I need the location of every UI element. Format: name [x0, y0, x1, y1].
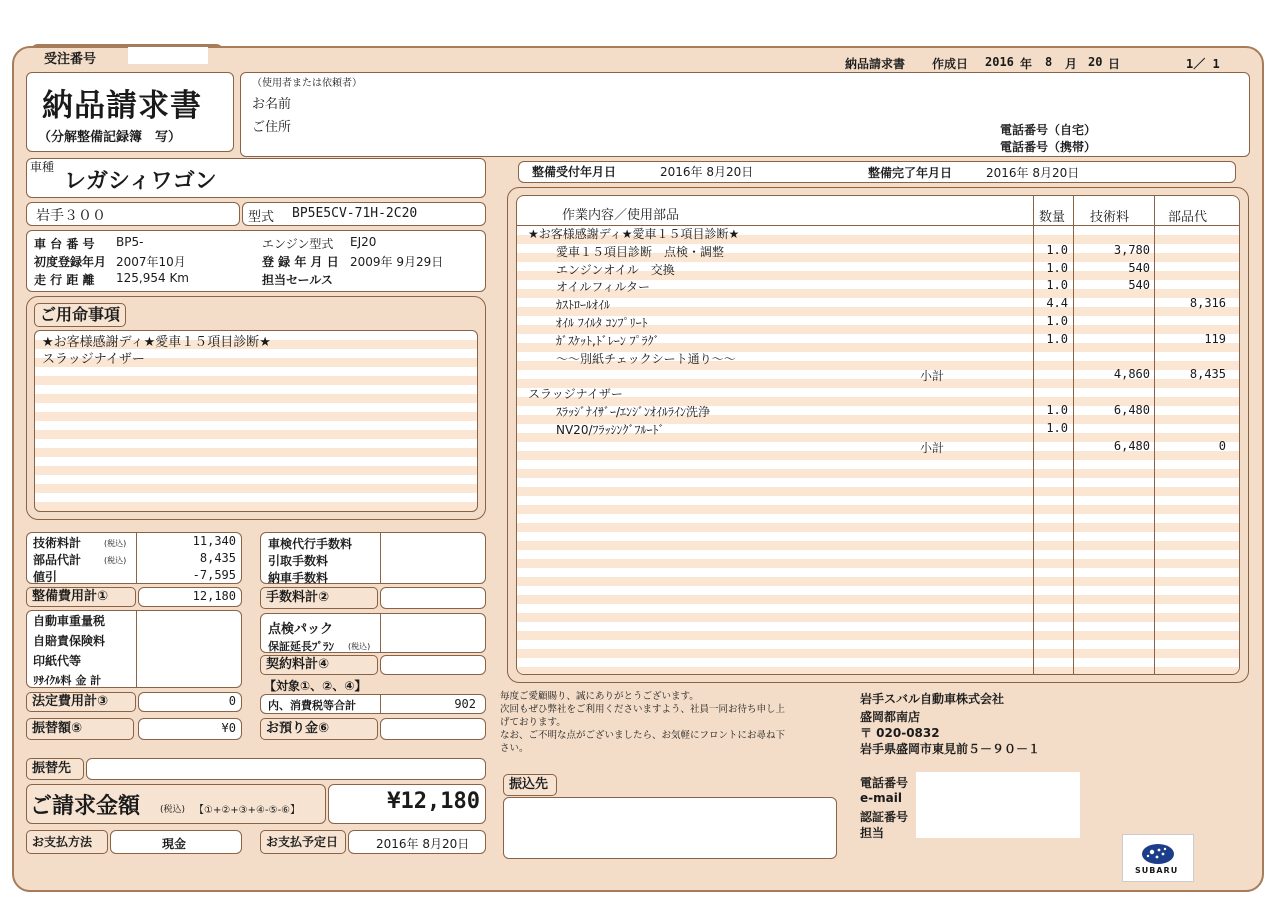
request-line-1: ★お客様感謝ディ★愛車１５項目診断★ — [42, 335, 271, 350]
table-row — [516, 331, 1240, 349]
discount-value: -7,595 — [192, 568, 236, 582]
notice-line-1: 毎度ご愛顧賜り、誠にありがとうございます。 — [500, 691, 699, 702]
order-number-label: 受注番号 — [44, 52, 97, 67]
dealer-postal: 〒 020-0832 — [860, 726, 940, 740]
subaru-logo — [1122, 834, 1194, 882]
service-total-value: 12,180 — [192, 589, 236, 603]
insurance-label: 自賠責保険料 — [33, 634, 106, 648]
row-qty: 1.0 — [1046, 420, 1068, 435]
legal-fees-divider — [136, 611, 137, 687]
transfer-dest-field[interactable] — [86, 758, 486, 780]
table-row — [516, 242, 1240, 260]
parts-tax-in: (税込) — [104, 556, 127, 565]
table-row — [516, 384, 1240, 402]
dealer-contact-redaction — [916, 772, 1080, 838]
subaru-logo-text: SUBARU — [1135, 866, 1179, 875]
col-header-item: 作業内容／使用部品 — [562, 208, 680, 223]
delivery-fee-label: 納車手数料 — [268, 571, 329, 585]
legal-total-label: 法定費用計③ — [26, 692, 136, 712]
sales-label: 担当セールス — [262, 273, 333, 287]
engine-label: エンジン型式 — [262, 237, 334, 251]
col-header-qty: 数量 — [1039, 210, 1066, 225]
row-item: ｶﾞｽｹｯﾄ,ﾄﾞﾚｰﾝ ﾌﾟﾗｸﾞ — [556, 333, 660, 348]
table-row — [516, 224, 1240, 242]
fees-divider — [380, 533, 381, 583]
first-reg-label: 初度登録年月 — [34, 255, 107, 269]
check-pack-label: 点検パック — [268, 622, 334, 637]
header-year-unit: 年 — [1020, 57, 1033, 71]
grand-total-value: ¥12,180 — [387, 789, 480, 814]
request-line-2: スラッジナイザー — [42, 352, 145, 367]
notice-line-3: げております。 — [500, 717, 566, 728]
dealer-address: 岩手県盛岡市東見前５－９０－１ — [860, 742, 1041, 756]
dealer-company: 岩手スバル自動車株式会社 — [860, 692, 1005, 706]
row-tech: 4,860 — [1113, 367, 1150, 382]
header-day-unit: 日 — [1108, 57, 1121, 71]
pickup-fee-label: 引取手数料 — [268, 554, 329, 568]
row-parts: 119 — [1204, 331, 1226, 346]
received-date: 2016年 8月20日 — [660, 165, 754, 179]
row-qty: 1.0 — [1046, 278, 1068, 293]
chassis-value: BP5- — [116, 235, 144, 249]
mileage-value: 125,954 Km — [116, 271, 189, 285]
warranty-tax-in: (税込) — [348, 642, 371, 651]
row-qty: 1.0 — [1046, 403, 1068, 417]
header-created-day: 20 — [1088, 55, 1103, 69]
row-subtotal-label: 小計 — [920, 369, 945, 384]
header-created-label: 作成日 — [932, 57, 969, 71]
recycle-label: ﾘｻｲｸﾙ料 金 計 — [33, 674, 102, 687]
vehicle-name: レガシィワゴン — [64, 169, 217, 194]
col-header-parts: 部品代 — [1168, 210, 1208, 225]
header-doc-label: 納品請求書 — [845, 57, 906, 71]
notice-line-2: 次回もぜひ弊社をご利用くださいますよう、社員一同お待ち申し上 — [500, 704, 786, 715]
phone-home-label: 電話番号（自宅） — [1000, 123, 1097, 137]
row-item: ★お客様感謝ディ★愛車１５項目診断★ — [528, 227, 740, 241]
doc-title: 納品請求書 — [42, 88, 202, 124]
page-number: 1／ 1 — [1186, 57, 1220, 71]
payment-date-label: お支払予定日 — [260, 830, 346, 854]
chassis-label: 車 台 番 号 — [34, 237, 95, 251]
row-qty: 1.0 — [1046, 260, 1068, 275]
row-tech: 6,480 — [1113, 438, 1150, 453]
dealer-email-label: e-mail — [860, 791, 902, 805]
row-parts: 0 — [1218, 438, 1226, 453]
header-created-year: 2016 — [985, 55, 1014, 69]
fee-total-field — [380, 587, 486, 609]
grand-total-label: ご請求金額 — [30, 794, 141, 819]
plate-number: 岩手３００ — [36, 208, 106, 224]
header-month-unit: 月 — [1065, 57, 1078, 71]
dealer-cert-label: 認証番号 — [860, 810, 909, 824]
target-label: 【対象①、②、④】 — [264, 679, 367, 693]
request-heading: ご用命事項 — [34, 303, 126, 327]
dealer-staff-label: 担当 — [860, 826, 885, 840]
remit-field[interactable] — [503, 797, 837, 859]
mileage-label: 走 行 距 離 — [34, 273, 95, 287]
reg-date-label: 登 録 年 月 日 — [262, 255, 339, 269]
row-subtotal-label: 小計 — [920, 440, 945, 455]
agent-fee-label: 車検代行手数料 — [268, 537, 353, 551]
model-label: 型式 — [248, 210, 275, 225]
row-item: ｵｲﾙ ﾌｲﾙﾀ ｺﾝﾌﾟﾘｰﾄ — [556, 316, 648, 330]
parts-total-label: 部品代計 — [33, 553, 82, 567]
customer-box — [240, 72, 1250, 157]
tech-total-label: 技術料計 — [33, 536, 82, 550]
vehicle-type-label: 車種 — [30, 160, 55, 174]
deposit-label: お預り金⑥ — [260, 718, 378, 740]
row-item: エンジンオイル 交換 — [556, 262, 675, 277]
tax-included-value: 902 — [454, 697, 476, 711]
grand-tax-in: (税込) — [160, 805, 186, 815]
row-item: ～～別紙チェックシート通り～～ — [556, 351, 736, 366]
payment-method-value: 現金 — [162, 837, 187, 851]
completed-label: 整備完了年月日 — [868, 166, 953, 180]
grand-formula: 【①+②+③+④-⑤-⑥】 — [194, 805, 301, 816]
notice-line-5: さい。 — [500, 743, 529, 754]
warranty-label: 保証延長ﾌﾟﾗﾝ — [268, 640, 334, 653]
table-row — [516, 277, 1240, 295]
dealer-branch: 盛岡都南店 — [860, 710, 921, 724]
table-row — [516, 366, 1240, 384]
received-label: 整備受付年月日 — [532, 165, 617, 179]
payment-method-label: お支払方法 — [26, 830, 108, 854]
remit-label: 振込先 — [503, 774, 557, 796]
row-qty: 4.4 — [1046, 296, 1068, 311]
tech-tax-in: (税込) — [104, 539, 127, 548]
row-item: スラッジナイザー — [528, 387, 623, 402]
first-reg-value: 2007年10月 — [116, 255, 186, 269]
completed-date: 2016年 8月20日 — [986, 166, 1080, 180]
order-number-field[interactable] — [128, 47, 208, 64]
legal-total-value: 0 — [228, 694, 236, 708]
table-row — [516, 313, 1240, 331]
col-header-tech: 技術料 — [1090, 210, 1130, 225]
discount-label: 値引 — [33, 570, 58, 584]
table-row — [516, 420, 1240, 438]
row-tech: 3,780 — [1113, 242, 1150, 257]
row-item: オイルフィルター — [556, 280, 650, 295]
transfer-value: ¥0 — [221, 721, 236, 735]
table-row — [516, 260, 1240, 278]
tax-included-divider — [380, 695, 381, 713]
service-total-label: 整備費用計① — [26, 587, 136, 607]
header-created-month: 8 — [1045, 55, 1053, 69]
table-row — [516, 402, 1240, 420]
fee-total-label: 手数料計② — [260, 587, 378, 609]
phone-mobile-label: 電話番号（携帯） — [1000, 140, 1097, 154]
row-tech: 6,480 — [1113, 403, 1150, 417]
transfer-dest-label: 振替先 — [26, 758, 84, 780]
cost-totals-divider — [136, 533, 137, 583]
row-qty: 1.0 — [1046, 331, 1068, 346]
transfer-label: 振替額⑤ — [26, 718, 134, 740]
pack-divider — [380, 614, 381, 652]
row-parts: 8,435 — [1189, 367, 1226, 382]
tech-total-value: 11,340 — [192, 534, 236, 548]
contract-total-label: 契約料計④ — [260, 655, 378, 675]
contract-total-field — [380, 655, 486, 675]
row-item: ｶｽﾄﾛｰﾙｵｲﾙ — [556, 298, 611, 313]
table-row — [516, 349, 1240, 367]
deposit-field — [380, 718, 486, 740]
doc-subtitle: （分解整備記録簿 写） — [38, 130, 182, 145]
row-qty: 1.0 — [1046, 314, 1068, 328]
model-value: BP5E5CV-71H-2C20 — [292, 206, 418, 221]
tax-included-label: 内、消費税等合計 — [268, 699, 356, 712]
stamp-label: 印紙代等 — [33, 654, 82, 668]
engine-value: EJ20 — [350, 235, 377, 249]
parts-total-value: 8,435 — [199, 551, 236, 565]
row-item: 愛車１５項目診断 点検・調整 — [556, 244, 725, 259]
table-row — [516, 295, 1240, 313]
table-row — [516, 438, 1240, 456]
row-parts: 8,316 — [1189, 296, 1226, 311]
notice-line-4: なお、ご不明な点がございましたら、お気軽にフロントにお尋ね下 — [500, 730, 786, 741]
customer-address-label: ご住所 — [252, 120, 292, 135]
reg-date-value: 2009年 9月29日 — [350, 255, 444, 269]
row-item: NV20/ﾌﾗｯｼﾝｸﾞﾌﾙｰﾄﾞ — [556, 422, 665, 437]
row-tech: 540 — [1128, 260, 1150, 275]
customer-name-label: お名前 — [252, 97, 292, 112]
weight-tax-label: 自動車重量税 — [33, 614, 106, 628]
row-item: ｽﾗｯｼﾞﾅｲｻﾞｰ/ｴﾝｼﾞﾝｵｲﾙﾗｲﾝ洗浄 — [556, 405, 711, 419]
customer-heading: （使用者または依頼者） — [252, 78, 362, 89]
payment-date-value: 2016年 8月20日 — [376, 837, 470, 851]
row-qty: 1.0 — [1046, 242, 1068, 257]
row-tech: 540 — [1128, 278, 1150, 293]
dealer-phone-label: 電話番号 — [860, 776, 909, 790]
